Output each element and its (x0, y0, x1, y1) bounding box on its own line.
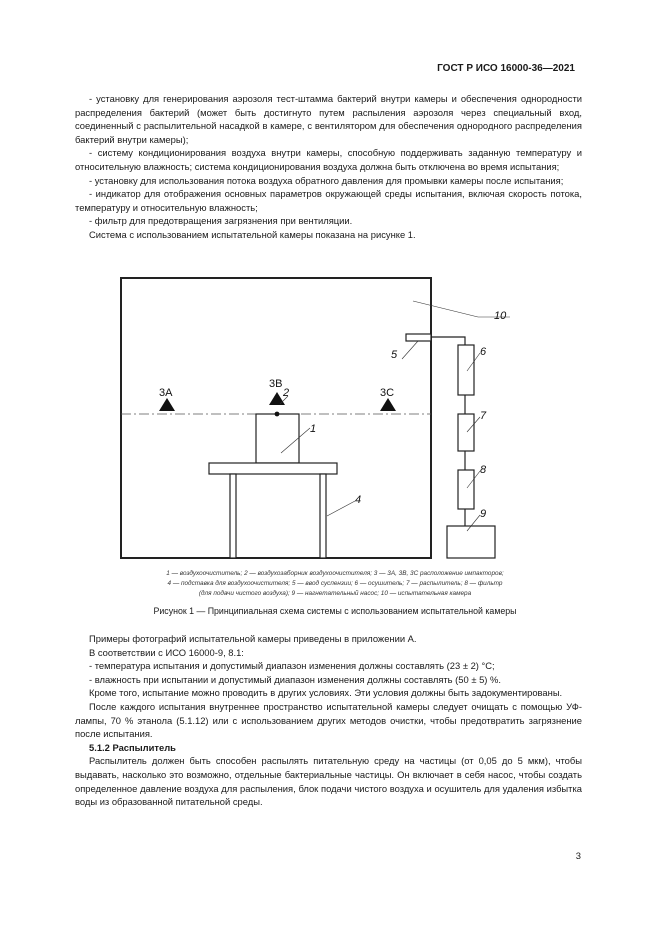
label-5: 5 (391, 349, 398, 361)
page-number: 3 (575, 850, 581, 861)
intro-list (75, 92, 582, 242)
para-iso-ref: В соответствии с ИСО 16000-9, 8.1: (89, 646, 244, 658)
para-humidity: - влажность при испытании и допустимый диапазон изменения должны составлять (50 ± 5) %. (89, 673, 501, 685)
intro-item-aerosol: - установку для генерирования аэрозоля тест-штамма бактерий внутри камеры и обеспечения однородности распределения бактерий (может быть достигнуто путем распыления аэрозоля через специальный вход, соединенный с распылительной насадкой в камере, с вентилятором для обеспечения однородного распределения бактерий внутри камеры); (75, 93, 582, 145)
intro-item-conditioning: - систему кондиционирования воздуха внутри камеры, способную поддерживать заданную температуру и относительную влажность; система кондиционирования воздуха должна быть отключена во время испытания; (75, 147, 582, 172)
para-appendix: Примеры фотографий испытательной камеры приведены в приложении А. (89, 633, 417, 644)
para-cleaning: После каждого испытания внутреннее пространство испытательной камеры следует очищать с помощью УФ-лампы, 70 % этанола (5.1.12) или с использованием других методов очистки, чтобы предотвратить загрязнение после испытания. (75, 700, 582, 740)
stand-leg-left (230, 474, 236, 558)
label-3a: 3A (159, 387, 173, 399)
stand-top (209, 463, 337, 474)
figure-1-diagram (70, 270, 590, 560)
label-7: 7 (480, 410, 487, 422)
document-header: ГОСТ Р ИСО 16000-36—2021 (437, 63, 575, 74)
label-3c: 3C (380, 387, 395, 399)
para-other-conditions: Кроме того, испытание можно проводить в других условиях. Эти условия должны быть задокументированы. (89, 687, 563, 699)
air-cleaner (256, 414, 299, 463)
label-1: 1 (310, 423, 317, 435)
sprayer-unit (458, 414, 474, 451)
legend-line-1: 1 — воздухоочиститель; 2 — воздухозаборник воздухоочистителя; 3 — 3A, 3B, 3C расположение импакторов; (166, 570, 504, 577)
legend-line-3: (для подачи чистого воздуха); 9 — нагнетательный насос; 10 — испытательная камера (198, 590, 472, 597)
label-3b: 3B (269, 378, 283, 390)
intro-item-backflow: - установку для использования потока воздуха обратного давления для промывки камеры после испытания; (89, 174, 564, 186)
label-10: 10 (494, 310, 507, 322)
para-sprayer: Распылитель должен быть способен распылять питательную среду на частицы (от 0,05 до 5 мкм), чтобы выдавать, насколько это возможно, отдельные бактериальные частицы. Он включает в себя насос, чтобы создать определенное давление воздуха для распыления, блок подачи чистого воздуха и осушитель для удаления избытка воды из образованной питательной среды. (75, 755, 582, 808)
section-title: 5.1.2 Распылитель (89, 741, 176, 753)
pump-unit (447, 526, 495, 558)
label-4: 4 (355, 494, 362, 506)
body-text (75, 632, 582, 809)
label-9: 9 (480, 508, 487, 520)
label-6: 6 (480, 346, 487, 358)
label-2: 2 (283, 387, 290, 399)
filter-unit (458, 470, 474, 509)
air-cleaner-intake (275, 412, 280, 417)
label-8: 8 (480, 464, 487, 476)
suspension-inlet (406, 334, 431, 341)
system-sentence: Система с использованием испытательной камеры показана на рисунке 1. (89, 228, 416, 240)
supply-pipe (431, 337, 465, 345)
stand-leg-right (320, 474, 326, 558)
legend-line-2: 4 — подставка для воздухоочистителя; 5 — ввод суспензии; 6 — осушитель; 7 — распылитель; 8 — фильтр (167, 580, 503, 587)
figure-caption: Рисунок 1 — Принципиальная схема системы с использованием испытательной камеры (153, 606, 517, 616)
figure-legend (70, 569, 600, 599)
intro-item-filter: - фильтр для предотвращения загрязнения при вентиляции. (89, 215, 353, 227)
para-temperature: - температура испытания и допустимый диапазон изменения должны составлять (23 ± 2) °С; (89, 660, 495, 672)
impactor-3a-icon (159, 398, 175, 411)
intro-item-indicator: - индикатор для отображения основных параметров окружающей среды испытания, включая скорость потока, температуру и относительную влажность; (75, 188, 582, 213)
dryer-unit (458, 345, 474, 395)
impactor-3c-icon (380, 398, 396, 411)
